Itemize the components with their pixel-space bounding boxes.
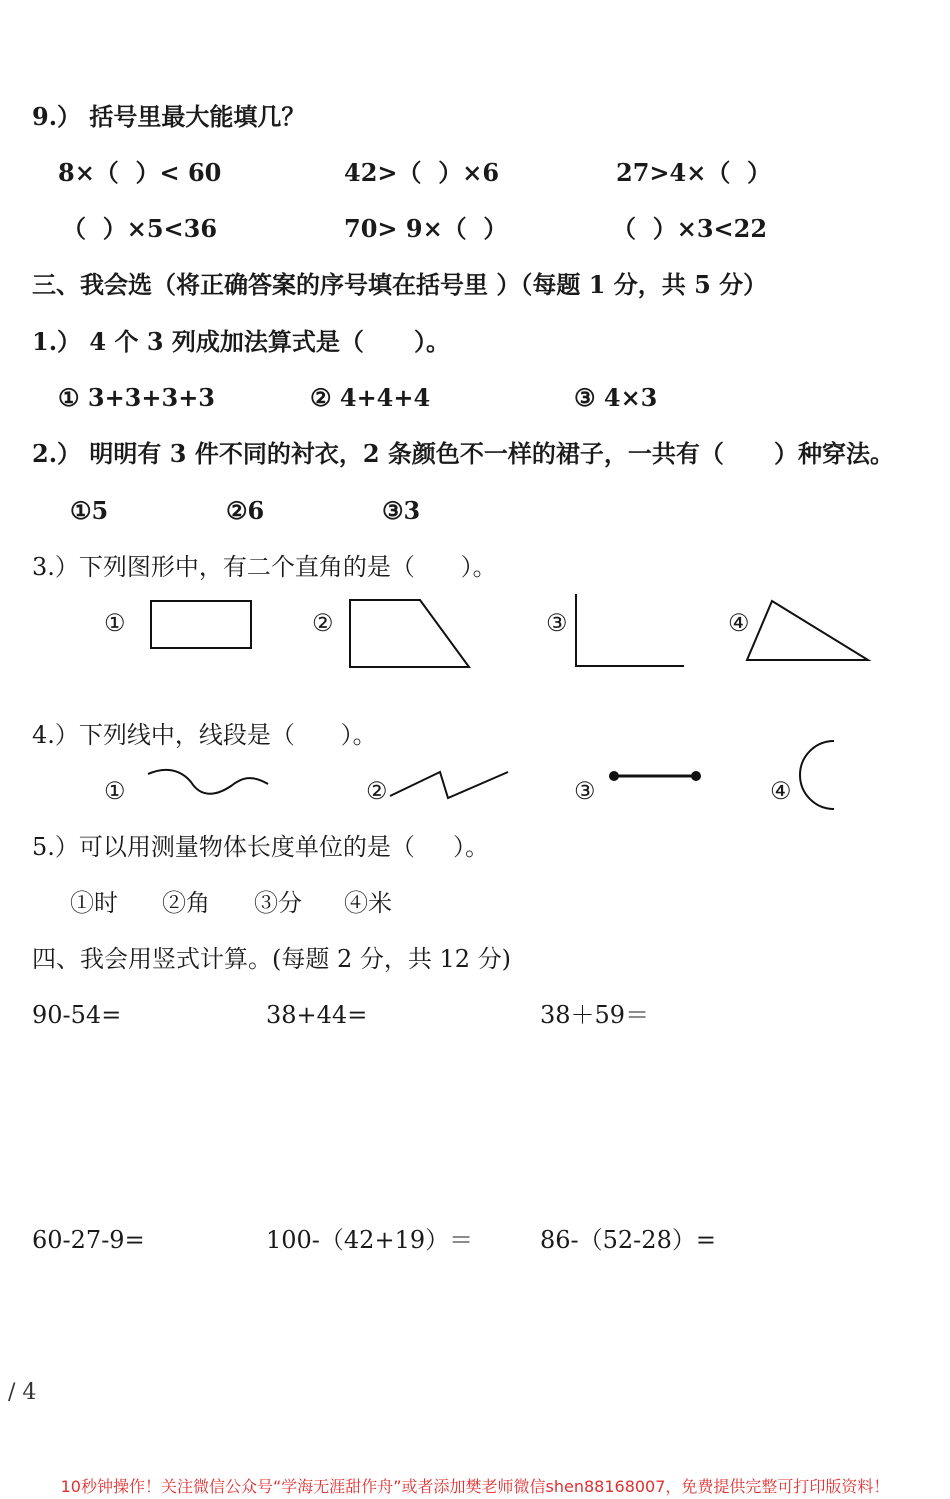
section3-title: 三、我会选（将正确答案的序号填在括号里 ）（每题 1 分，共 5 分） — [32, 270, 768, 299]
q2-text: 2.） 明明有 3 件不同的衬衣，2 条颜色不一样的裙子，一共有（ ）种穿法。 — [32, 439, 895, 468]
q2-option: ①5 — [70, 496, 109, 525]
q9-item: 42>（ ）×6 — [344, 158, 500, 187]
rectangle-figure — [150, 600, 254, 650]
q5-option: ②角 — [162, 889, 210, 917]
calc-item: 86-（52-28）= — [540, 1226, 716, 1254]
q9-item: （ ）×5<36 — [62, 214, 218, 243]
q9-item: 8×（ ）< 60 — [58, 158, 222, 187]
calc-item: 60-27-9= — [32, 1226, 145, 1254]
q3-text: 3.）下列图形中，有二个直角的是（ ）。 — [32, 553, 497, 581]
q3-label: ③ — [546, 609, 568, 637]
calc-item: 38+44= — [266, 1001, 368, 1029]
q9-item: （ ）×3<22 — [612, 214, 768, 243]
q4-label: ③ — [574, 777, 596, 805]
triangle-figure — [744, 598, 872, 664]
calc-item: 90-54= — [32, 1001, 122, 1029]
q5-option: ①时 — [70, 889, 118, 917]
q3-label: ① — [104, 609, 126, 637]
section4-title: 四、我会用竖式计算。(每题 2 分，共 12 分) — [32, 945, 512, 973]
q5-option: ④米 — [344, 889, 392, 917]
q1-option: ① 3+3+3+3 — [58, 383, 215, 412]
q2-option: ③3 — [382, 496, 421, 525]
q3-label: ④ — [728, 609, 750, 637]
q4-text: 4.）下列线中，线段是（ ）。 — [32, 721, 377, 749]
line-segment-figure — [606, 766, 704, 786]
q1-text: 1.） 4 个 3 列成加法算式是（ ）。 — [32, 327, 451, 356]
q3-label: ② — [312, 609, 334, 637]
page-number: / 4 — [8, 1380, 37, 1405]
q5-option: ③分 — [254, 889, 302, 917]
q4-label: ④ — [770, 777, 792, 805]
q2-option: ②6 — [226, 496, 265, 525]
q4-label: ① — [104, 777, 126, 805]
q4-label: ② — [366, 777, 388, 805]
q9-item: 70> 9×（ ） — [344, 214, 508, 243]
q1-option: ② 4+4+4 — [310, 383, 431, 412]
zigzag-line-figure — [388, 766, 512, 802]
q5-text: 5.）可以用测量物体长度单位的是（ ）。 — [32, 833, 490, 861]
arc-figure — [798, 738, 838, 812]
calc-item: 100-（42+19）＝ — [266, 1226, 474, 1254]
q9-title: 9.） 括号里最大能填几？ — [32, 102, 306, 131]
curve-line-figure — [146, 764, 274, 804]
q1-option: ③ 4×3 — [574, 383, 658, 412]
calc-item: 38＋59＝ — [540, 1001, 650, 1029]
trapezoid-figure — [348, 598, 472, 670]
q9-item: 27>4×（ ） — [616, 158, 772, 187]
right-angle-figure — [574, 594, 688, 670]
promo-footer: 10秒钟操作！关注微信公众号“学海无涯甜作舟”或者添加樊老师微信shen88168007，免费提供完整可打印版资料！ — [60, 1477, 890, 1496]
